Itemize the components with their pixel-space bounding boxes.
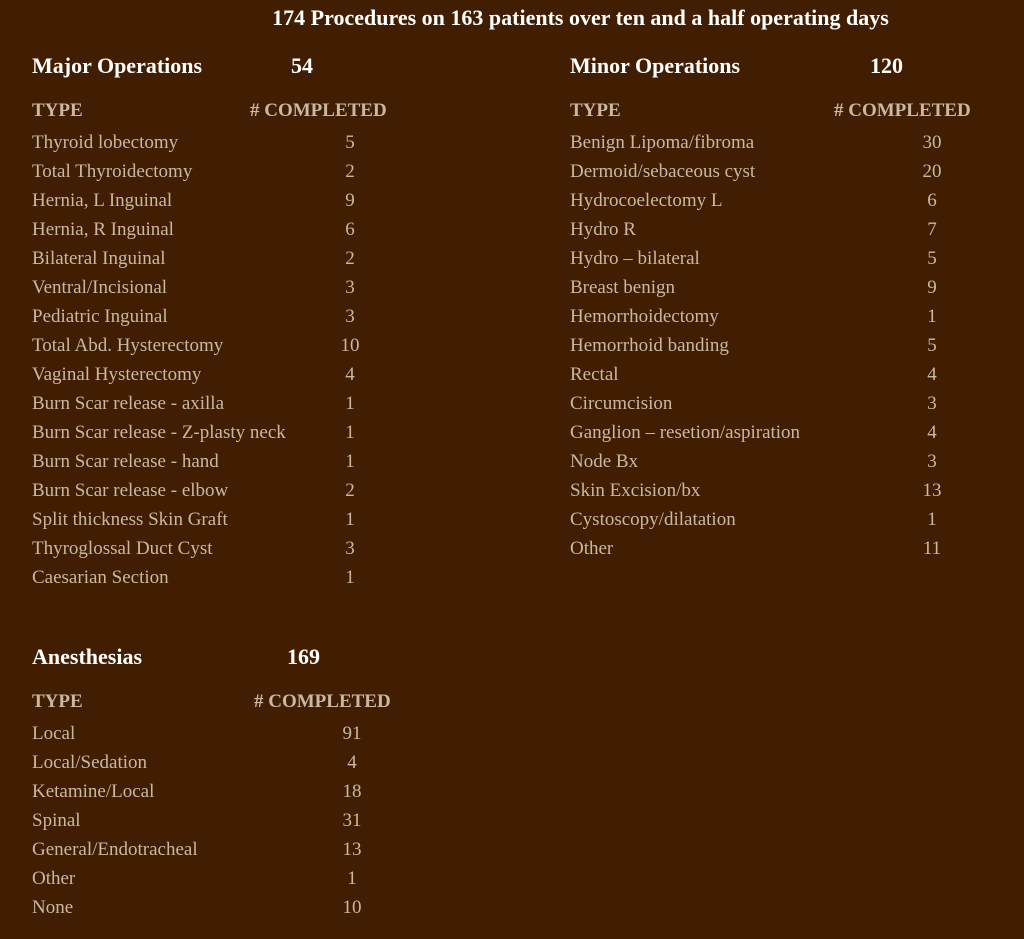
procedure-type: Burn Scar release - Z-plasty neck [32, 422, 286, 443]
completed-count: 13 [342, 839, 362, 860]
completed-count: 7 [927, 219, 937, 240]
procedure-type: Node Bx [570, 451, 639, 472]
anesthesias-section [32, 642, 472, 922]
table-row [32, 360, 472, 389]
table-row [570, 447, 1010, 476]
procedure-type: Spinal [32, 810, 81, 831]
table-row [570, 418, 1010, 447]
completed-count: 3 [345, 538, 355, 559]
anesthesias-header [32, 642, 472, 672]
procedure-type: Vaginal Hysterectomy [32, 364, 202, 385]
table-row [32, 215, 472, 244]
procedure-type: Benign Lipoma/fibroma [570, 132, 755, 153]
completed-count: 1 [927, 306, 937, 327]
major-operations-column-header [32, 99, 472, 123]
major-operations-header [32, 51, 472, 81]
table-row [32, 748, 472, 777]
procedure-type: Hemorrhoid banding [570, 335, 729, 356]
anesthesias-column-header [32, 690, 472, 714]
table-row [570, 273, 1010, 302]
procedure-type: Rectal [570, 364, 619, 385]
completed-count: 1 [347, 868, 357, 889]
table-row [32, 244, 472, 273]
completed-count: 5 [927, 248, 937, 269]
completed-count: 6 [345, 219, 355, 240]
anesthesias-table [32, 719, 472, 922]
procedure-type: Thyroid lobectomy [32, 132, 179, 153]
table-row [32, 864, 472, 893]
table-row [32, 447, 472, 476]
completed-count: 1 [345, 451, 355, 472]
completed-count: 31 [342, 810, 362, 831]
table-row [32, 418, 472, 447]
completed-count: 2 [345, 248, 355, 269]
minor-operations-section [570, 51, 1010, 563]
completed-count: 13 [922, 480, 942, 501]
completed-count: 10 [342, 897, 362, 918]
major-operations-heading: Major Operations [32, 53, 203, 78]
completed-count: 2 [345, 480, 355, 501]
table-row [570, 360, 1010, 389]
completed-count: 5 [927, 335, 937, 356]
completed-count: 20 [922, 161, 942, 182]
procedure-type: Burn Scar release - elbow [32, 480, 229, 501]
table-row [32, 273, 472, 302]
completed-count: 1 [345, 567, 355, 588]
table-row [570, 244, 1010, 273]
completed-count: 1 [927, 509, 937, 530]
completed-count: 1 [345, 393, 355, 414]
minor-operations-table [570, 128, 1010, 563]
procedure-type: Local/Sedation [32, 752, 148, 773]
completed-count: 9 [345, 190, 355, 211]
table-row [570, 505, 1010, 534]
table-row [570, 157, 1010, 186]
completed-count: 3 [345, 277, 355, 298]
table-row [32, 893, 472, 922]
completed-count: 4 [345, 364, 355, 385]
major-operations-table [32, 128, 472, 592]
table-row [32, 777, 472, 806]
table-row [32, 835, 472, 864]
table-row [570, 476, 1010, 505]
type-column-header: TYPE [32, 691, 83, 712]
completed-count: 4 [927, 364, 937, 385]
type-column-header: TYPE [32, 100, 83, 121]
table-row [570, 302, 1010, 331]
completed-count: 6 [927, 190, 937, 211]
table-row [32, 563, 472, 592]
table-row [32, 128, 472, 157]
completed-count: 3 [345, 306, 355, 327]
completed-count: 11 [922, 538, 942, 559]
procedure-type: Burn Scar release - axilla [32, 393, 225, 414]
procedure-type: Total Abd. Hysterectomy [32, 335, 224, 356]
procedure-type: Hernia, L Inguinal [32, 190, 173, 211]
procedure-type: Ganglion – resetion/aspiration [570, 422, 801, 443]
table-row [570, 186, 1010, 215]
procedure-type: Other [32, 868, 76, 889]
procedure-type: None [32, 897, 74, 918]
procedure-type: Burn Scar release - hand [32, 451, 219, 472]
completed-column-header: # COMPLETED [834, 100, 971, 121]
procedure-type: Split thickness Skin Graft [32, 509, 228, 530]
procedure-type: Hernia, R Inguinal [32, 219, 174, 240]
completed-count: 30 [922, 132, 942, 153]
completed-count: 4 [927, 422, 937, 443]
procedure-type: Cystoscopy/dilatation [570, 509, 736, 530]
completed-count: 2 [345, 161, 355, 182]
completed-count: 4 [347, 752, 357, 773]
procedure-type: Caesarian Section [32, 567, 169, 588]
procedure-type: Dermoid/sebaceous cyst [570, 161, 756, 182]
table-row [32, 186, 472, 215]
table-row [570, 331, 1010, 360]
completed-count: 18 [342, 781, 362, 802]
minor-operations-column-header [570, 99, 1010, 123]
completed-count: 1 [345, 509, 355, 530]
table-row [32, 389, 472, 418]
completed-count: 5 [345, 132, 355, 153]
procedure-type: Hydro R [570, 219, 636, 240]
anesthesias-heading: Anesthesias [32, 644, 143, 669]
table-row [32, 534, 472, 563]
procedure-type: Thyroglossal Duct Cyst [32, 538, 213, 559]
table-row [570, 215, 1010, 244]
table-row [32, 331, 472, 360]
completed-count: 10 [340, 335, 360, 356]
table-row [32, 505, 472, 534]
table-row [570, 128, 1010, 157]
type-column-header: TYPE [570, 100, 621, 121]
minor-operations-count: 120 [870, 53, 903, 78]
minor-operations-heading: Minor Operations [570, 53, 741, 78]
completed-count: 9 [927, 277, 937, 298]
table-row [570, 389, 1010, 418]
table-row [570, 534, 1010, 563]
procedure-type: Pediatric Inguinal [32, 306, 168, 327]
major-operations-count: 54 [291, 53, 313, 78]
major-operations-section [32, 51, 472, 592]
procedure-type: Hydrocoelectomy L [570, 190, 723, 211]
completed-count: 91 [342, 723, 362, 744]
completed-count: 1 [345, 422, 355, 443]
procedure-type: Hemorrhoidectomy [570, 306, 719, 327]
procedure-type: Breast benign [570, 277, 676, 298]
anesthesias-count: 169 [287, 644, 320, 669]
page-title: 174 Procedures on 163 patients over ten and a half operating days [272, 5, 889, 30]
procedure-type: Hydro – bilateral [570, 248, 700, 269]
table-row [32, 302, 472, 331]
completed-column-header: # COMPLETED [254, 691, 391, 712]
table-row [32, 476, 472, 505]
table-row [32, 719, 472, 748]
procedure-type: Ventral/Incisional [32, 277, 168, 298]
table-row [32, 806, 472, 835]
completed-column-header: # COMPLETED [250, 100, 387, 121]
procedure-type: Local [32, 723, 76, 744]
completed-count: 3 [927, 393, 937, 414]
procedure-type: General/Endotracheal [32, 839, 198, 860]
procedure-type: Circumcision [570, 393, 673, 414]
procedure-type: Bilateral Inguinal [32, 248, 166, 269]
procedure-type: Other [570, 538, 614, 559]
minor-operations-header [570, 51, 1010, 81]
completed-count: 3 [927, 451, 937, 472]
procedure-type: Total Thyroidectomy [32, 161, 193, 182]
procedure-type: Skin Excision/bx [570, 480, 701, 501]
table-row [32, 157, 472, 186]
procedure-type: Ketamine/Local [32, 781, 155, 802]
